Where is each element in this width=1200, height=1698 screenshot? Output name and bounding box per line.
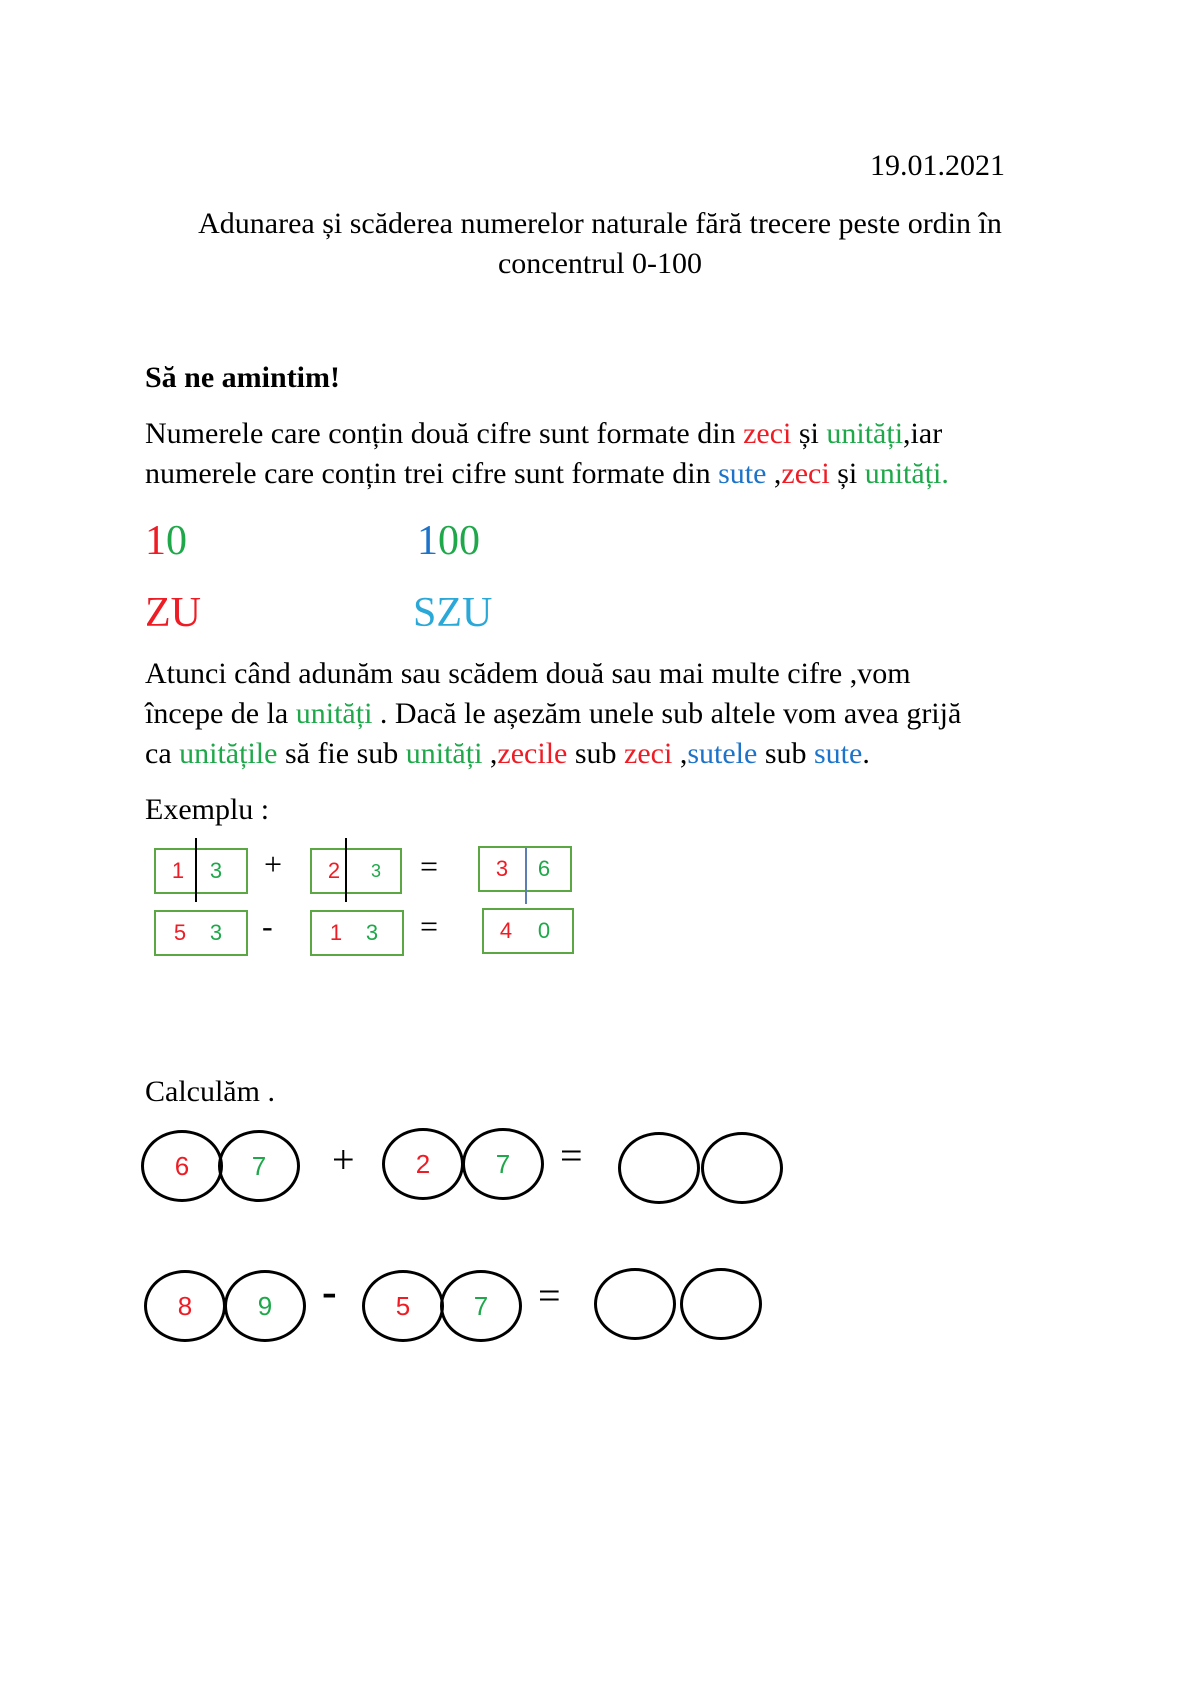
rule-line2: începe de la unități . Dacă le așezăm unele sub altele vom avea grijă	[145, 697, 962, 730]
circle-tens: 8	[144, 1270, 226, 1342]
example-row1-addend1: 1 3	[154, 848, 248, 894]
digit-separator	[195, 838, 197, 902]
word-zeci: zeci	[781, 457, 830, 490]
circle-units: 7	[440, 1270, 522, 1342]
circle-tens: 6	[141, 1130, 223, 1202]
equals-operator: =	[420, 848, 439, 884]
example-row2-subtrahend: 1 3	[310, 910, 404, 956]
reminder-paragraph-line1: Numerele care conțin două cifre sunt formate din zeci și unități,iar	[145, 417, 943, 450]
equals-operator: =	[538, 1273, 561, 1318]
example-row2-minuend: 5 3	[154, 910, 248, 956]
equals-operator: =	[420, 908, 439, 944]
page-title-line2: concentrul 0-100	[497, 247, 703, 280]
circle-tens: 2	[382, 1128, 464, 1200]
circle-tens: 5	[362, 1270, 444, 1342]
circle-units: 7	[462, 1128, 544, 1200]
word-zeci: zeci	[743, 417, 792, 450]
label-szu: SZU	[413, 590, 493, 636]
plus-operator: +	[264, 846, 283, 882]
circle-units: 9	[224, 1270, 306, 1342]
digit-separator	[525, 848, 527, 904]
date: 19.01.2021	[870, 149, 1005, 182]
number-hundred: 100	[417, 518, 480, 564]
answer-units-circle[interactable]	[701, 1132, 783, 1204]
answer-tens-circle[interactable]	[594, 1268, 676, 1340]
word-unitati: unități.	[864, 457, 949, 490]
word-unitati: unități	[826, 417, 904, 450]
rule-line1: Atunci când adunăm sau scădem două sau mai multe cifre ,vom	[145, 657, 911, 690]
equals-operator: =	[560, 1133, 583, 1178]
minus-operator: -	[262, 908, 273, 944]
calculate-label: Calculăm .	[145, 1075, 275, 1108]
page-title-line1: Adunarea și scăderea numerelor naturale fără trecere peste ordin în	[198, 207, 1002, 240]
label-zu: ZU	[145, 590, 201, 636]
word-sute: sute	[718, 457, 767, 490]
example-row1-addend2: 2 3	[310, 848, 402, 894]
plus-operator: +	[332, 1137, 355, 1182]
example-label: Exemplu :	[145, 793, 270, 826]
answer-units-circle[interactable]	[680, 1268, 762, 1340]
number-ten: 10	[145, 518, 187, 564]
reminder-heading: Să ne amintim!	[145, 361, 340, 394]
reminder-paragraph-line2: numerele care conțin trei cifre sunt formate din sute ,zeci și unități.	[145, 457, 949, 490]
minus-operator: -	[322, 1267, 337, 1316]
digit-separator	[345, 838, 347, 902]
example-row2-result: 4 0	[482, 908, 574, 954]
example-row1-result: 3 6	[478, 846, 572, 892]
circle-units: 7	[218, 1130, 300, 1202]
rule-line3: ca unitățile să fie sub unități ,zecile sub zeci ,sutele sub sute.	[145, 737, 870, 770]
answer-tens-circle[interactable]	[618, 1132, 700, 1204]
